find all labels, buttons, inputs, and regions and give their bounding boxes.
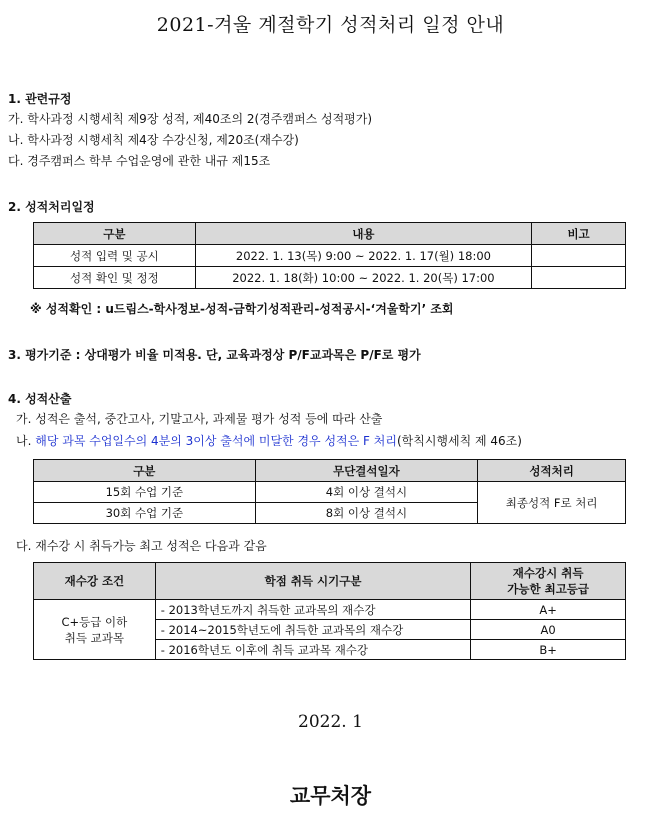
header-grade-treatment: 성적처리 — [478, 460, 626, 482]
grade-check-note: ※ 성적확인 : u드림스-학사정보-성적-금학기성적관리-성적공시-‘겨울학기’ 조회 — [30, 302, 454, 316]
condition-line: C+등급 이하 — [61, 614, 128, 629]
grade-schedule-table — [33, 222, 626, 289]
section1-heading: 1. 관련규정 — [8, 92, 72, 106]
header-acquisition-period: 학점 취득 시기구분 — [155, 563, 470, 600]
table-cell: 성적 확인 및 정정 — [34, 267, 196, 289]
table-row — [34, 267, 626, 289]
header-max-grade-line: 재수강시 취득 — [512, 566, 584, 580]
document-date: 2022. 1 — [298, 712, 363, 732]
attendance-rule — [16, 432, 522, 449]
retake-table — [33, 562, 626, 660]
header-max-grade-line: 가능한 최고등급 — [507, 582, 590, 596]
absence-table — [33, 459, 626, 524]
table-cell: B+ — [471, 640, 626, 660]
table-cell — [532, 245, 626, 267]
section3-heading: 3. 평가기준 : 상대평가 비율 미적용. 단, 교육과정상 P/F교과목은 P/F로 평가 — [8, 348, 421, 362]
table-header-row — [34, 223, 626, 245]
attendance-rule-reference: (학칙시행세칙 제 46조) — [396, 434, 522, 448]
table-cell: A0 — [471, 620, 626, 640]
table-cell: 15회 수업 기준 — [34, 482, 256, 503]
table-cell: A+ — [471, 600, 626, 620]
grade-result-cell: 최종성적 F로 처리 — [478, 482, 626, 524]
header-max-grade — [471, 563, 626, 600]
table-cell: 8회 이상 결석시 — [255, 503, 478, 524]
table-row — [34, 482, 626, 503]
condition-line: 취득 교과목 — [64, 630, 124, 645]
table-row — [34, 600, 626, 620]
retake-intro: 다. 재수강 시 취득가능 최고 성적은 다음과 같음 — [16, 539, 267, 553]
signer: 교무처장 — [289, 783, 372, 808]
header-retake-condition: 재수강 조건 — [34, 563, 156, 600]
table-header-row — [34, 563, 626, 600]
table-cell: 2022. 1. 13(목) 9:00 ~ 2022. 1. 17(월) 18:00 — [195, 245, 531, 267]
table-cell: 성적 입력 및 공시 — [34, 245, 196, 267]
table-cell: 30회 수업 기준 — [34, 503, 256, 524]
attendance-rule-prefix: 나. — [16, 434, 36, 448]
attendance-rule-highlight: 해당 과목 수업일수의 4분의 3이상 출석에 미달한 경우 성적은 F 처리 — [35, 434, 397, 448]
header-remarks: 비고 — [532, 223, 626, 245]
header-category: 구분 — [34, 223, 196, 245]
table-cell: - 2014~2015학년도에 취득한 교과목의 재수강 — [155, 620, 470, 640]
table-row — [34, 245, 626, 267]
calculation-item: 가. 성적은 출석, 중간고사, 기말고사, 과제물 평가 성적 등에 따라 산출 — [16, 412, 383, 426]
regulation-item: 다. 경주캠퍼스 학부 수업운영에 관한 내규 제15조 — [8, 154, 271, 168]
header-absence-days: 무단결석일자 — [255, 460, 478, 482]
table-cell: - 2016학년도 이후에 취득 교과목 재수강 — [155, 640, 470, 660]
section4-heading: 4. 성적산출 — [8, 392, 72, 406]
header-category: 구분 — [34, 460, 256, 482]
section2-heading: 2. 성적처리일정 — [8, 200, 95, 214]
regulation-item: 가. 학사과정 시행세칙 제9장 성적, 제40조의 2(경주캠퍼스 성적평가) — [8, 112, 373, 126]
table-cell: - 2013학년도까지 취득한 교과목의 재수강 — [155, 600, 470, 620]
table-cell: 2022. 1. 18(화) 10:00 ~ 2022. 1. 20(목) 17:00 — [195, 267, 531, 289]
retake-condition-cell — [34, 600, 156, 660]
regulation-item: 나. 학사과정 시행세칙 제4장 수강신청, 제20조(재수강) — [8, 133, 299, 147]
header-content: 내용 — [195, 223, 531, 245]
page-title: 2021-겨울 계절학기 성적처리 일정 안내 — [156, 14, 505, 36]
table-cell — [532, 267, 626, 289]
table-cell: 4회 이상 결석시 — [255, 482, 478, 503]
table-header-row — [34, 460, 626, 482]
